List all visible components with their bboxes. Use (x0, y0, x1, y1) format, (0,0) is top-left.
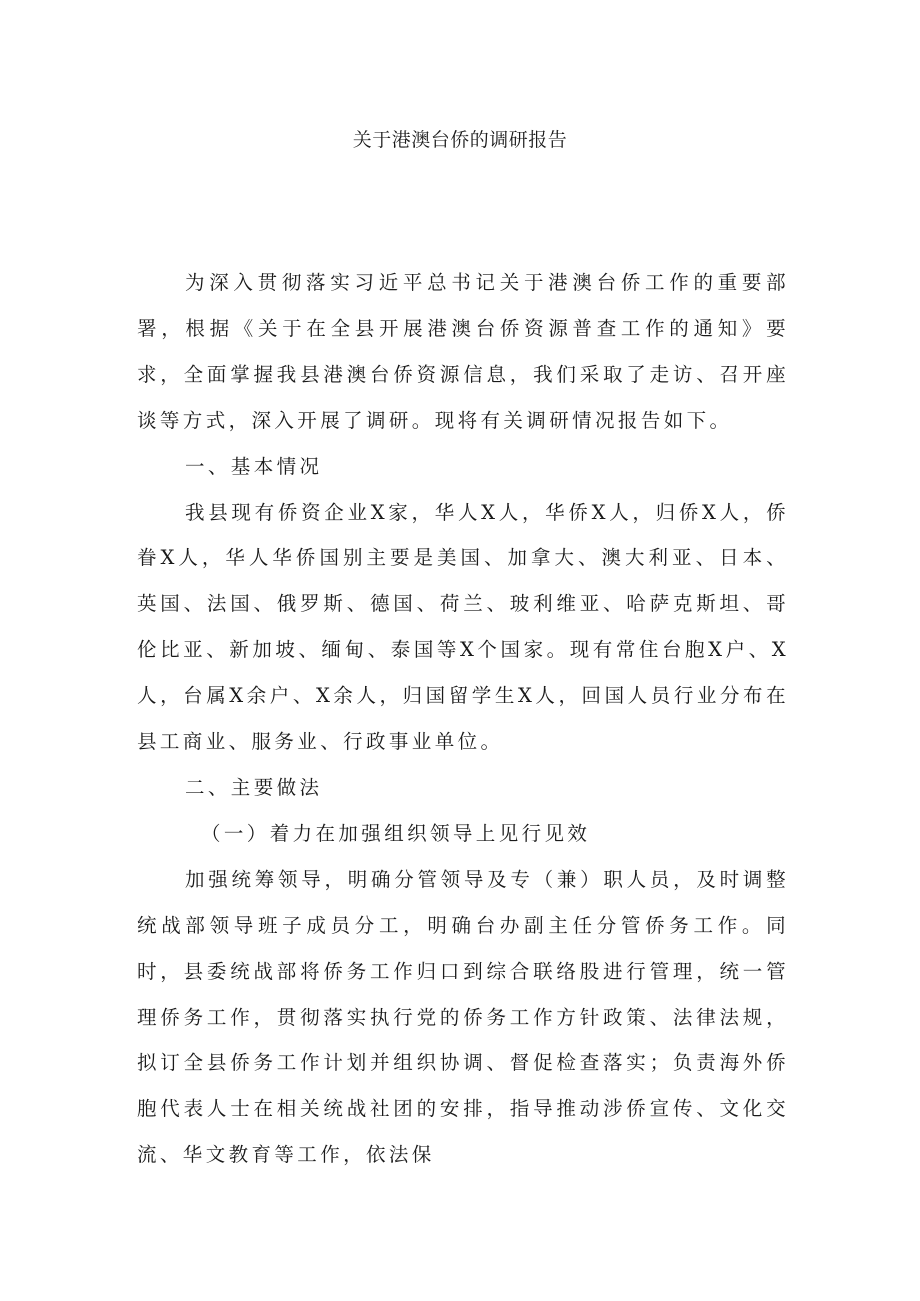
document-title: 关于港澳台侨的调研报告 (352, 129, 568, 151)
section-heading-basic-situation: 一、基本情况 (185, 454, 323, 478)
section-heading-main-practices: 二、主要做法 (185, 775, 323, 799)
basic-situation-paragraph: 我县现有侨资企业X家，华人X人，华侨X人，归侨X人，侨眷X人，华人华侨国别主要是美国、加拿大、澳大利亚、日本、英国、法国、俄罗斯、德国、荷兰、玻利维亚、哈萨克斯坦、哥伦比亚、新加坡、缅甸、泰国等X个国家。现有常住台胞X户、X人，台属X余户、X余人，归国留学生X人，回国人员行业分布在县工商业、服务业、行政事业单位。 (137, 500, 789, 754)
document-body (137, 260, 789, 1178)
intro-paragraph: 为深入贯彻落实习近平总书记关于港澳台侨工作的重要部署，根据《关于在全县开展港澳台侨资源普查工作的通知》要求，全面掌握我县港澳台侨资源信息，我们采取了走访、召开座谈等方式，深入开展了调研。现将有关调研情况报告如下。 (137, 271, 789, 432)
subsection-heading-organization: （一）着力在加强组织领导上见行见效 (201, 821, 591, 845)
organization-paragraph: 加强统筹领导，明确分管领导及专（兼）职人员，及时调整统战部领导班子成员分工，明确台办副主任分管侨务工作。同时，县委统战部将侨务工作归口到综合联络股进行管理，统一管理侨务工作，贯彻落实执行党的侨务工作方针政策、法律法规，拟订全县侨务工作计划并组织协调、督促检查落实；负责海外侨胞代表人士在相关统战社团的安排，指导推动涉侨宣传、文化交流、华文教育等工作，依法保 (137, 867, 789, 1167)
